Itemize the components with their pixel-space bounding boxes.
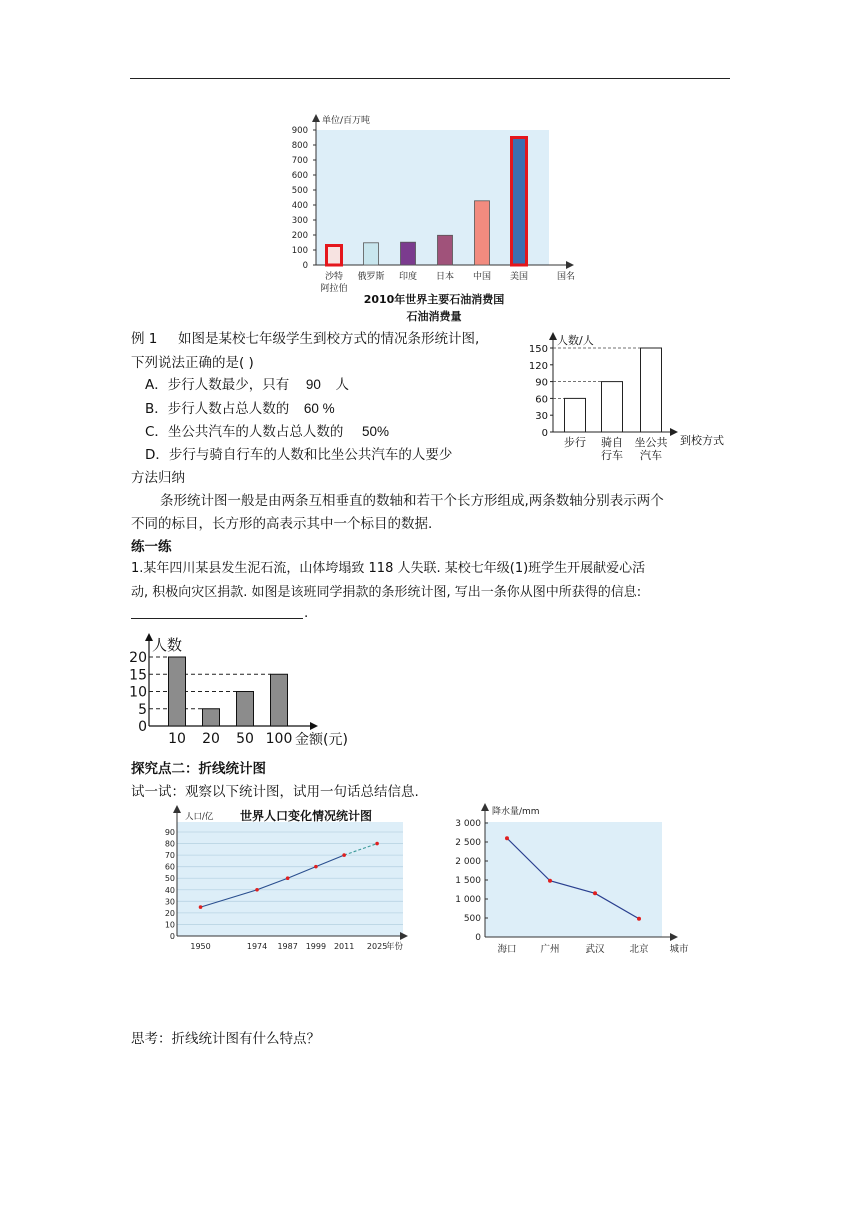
example-question-line2: 下列说法正确的是( )	[131, 355, 254, 371]
y-tick-label: 15	[129, 667, 147, 684]
x-tick-label: 1974	[246, 942, 268, 951]
data-point	[255, 888, 259, 892]
x-tick-label: 阿拉伯	[320, 284, 348, 294]
data-point	[505, 836, 509, 840]
y-axis-label: 人口/亿	[185, 812, 214, 822]
y-tick-label: 90	[535, 377, 548, 389]
y-axis-label: 人数	[152, 636, 183, 654]
data-point	[314, 865, 318, 869]
bar-2	[602, 382, 623, 432]
y-tick-label: 0	[541, 428, 548, 439]
bar-5	[475, 201, 490, 265]
x-tick-label: 步行	[564, 436, 586, 449]
y-tick-label: 5	[138, 701, 147, 718]
y-tick-label: 1 500	[455, 876, 481, 886]
explore-try-line: 试一试：观察以下统计图，试用一句话总结信息.	[131, 784, 419, 800]
option-b-text: B．步行人数占总人数的	[145, 401, 290, 417]
y-tick-label: 1 000	[455, 895, 481, 905]
y-axis-label: 人数/人	[557, 334, 594, 347]
x-tick-label: 行车	[601, 449, 623, 462]
summary-heading: 方法归纳	[131, 470, 185, 486]
x-tick-label: 沙特	[324, 272, 344, 282]
bar-3	[641, 348, 662, 432]
answer-blank[interactable]	[131, 618, 303, 619]
bar-1	[327, 246, 342, 266]
y-axis-arrow	[481, 803, 489, 811]
y-tick-label: 400	[291, 201, 308, 211]
x-tick-label: 印度	[398, 272, 418, 282]
bar-6	[512, 138, 527, 266]
y-tick-label: 500	[291, 186, 308, 196]
x-axis-arrow	[670, 933, 678, 941]
y-tick-label: 0	[169, 932, 175, 941]
y-tick-label: 80	[165, 839, 175, 849]
oil-consumption-chart	[284, 110, 584, 325]
x-axis-arrow	[400, 932, 408, 940]
y-tick-label: 60	[535, 394, 548, 406]
chart-subtitle: 石油消费量	[406, 310, 462, 323]
y-tick-label: 90	[165, 828, 175, 837]
x-tick-label: 日本	[435, 272, 455, 282]
x-axis-label: 金额(元)	[295, 732, 348, 748]
y-tick-label: 120	[528, 360, 548, 372]
y-tick-label: 0	[475, 933, 481, 943]
option-d-text: D．步行与骑自行车的人数和比坐公共汽车的人要少	[145, 447, 453, 463]
x-tick-label: 1950	[190, 942, 211, 951]
x-tick-label: 20	[202, 731, 220, 747]
x-axis-label: 国名	[556, 272, 576, 282]
precipitation-chart	[450, 802, 700, 960]
x-tick-label: 海口	[497, 944, 517, 955]
option-a-text: A．步行人数最少，只有	[145, 377, 290, 393]
y-tick-label: 20	[165, 908, 175, 918]
x-tick-label: 俄罗斯	[357, 272, 385, 282]
option-b-value: 60 %	[303, 401, 335, 416]
data-point	[286, 876, 290, 880]
y-tick-label: 200	[291, 231, 308, 241]
y-tick-label: 3 000	[455, 819, 481, 829]
x-axis-arrow	[566, 261, 574, 269]
option-a-value: 90	[305, 377, 321, 392]
data-point	[199, 905, 203, 909]
y-axis-arrow	[312, 114, 320, 122]
x-tick-label: 北京	[629, 944, 649, 955]
data-point	[637, 917, 641, 921]
example-label: 例 1	[131, 331, 158, 347]
y-tick-label: 30	[165, 897, 175, 907]
y-tick-label: 500	[463, 914, 481, 924]
header-rule	[130, 78, 730, 79]
y-tick-label: 2 500	[455, 838, 481, 848]
y-tick-label: 100	[291, 246, 308, 256]
y-tick-label: 70	[165, 851, 175, 861]
data-point	[375, 842, 379, 846]
y-tick-label: 0	[138, 719, 147, 735]
x-axis-label: 城市	[669, 944, 689, 955]
practice-heading: 练一练	[131, 539, 172, 555]
y-axis-arrow	[549, 332, 557, 340]
x-tick-label: 广州	[540, 944, 560, 955]
bar-4	[271, 674, 288, 726]
y-axis-label: 降水量/mm	[492, 807, 540, 817]
x-tick-label: 1999	[305, 942, 327, 951]
x-tick-label: 1987	[277, 942, 298, 951]
x-axis-label: 年份	[385, 942, 403, 952]
y-tick-label: 0	[302, 261, 308, 271]
y-tick-label: 60	[165, 862, 175, 872]
data-point	[342, 853, 346, 857]
x-tick-label: 骑自	[601, 436, 623, 449]
summary-line2: 不同的标目，长方形的高表示其中一个标目的数据.	[131, 516, 433, 532]
y-tick-label: 30	[535, 411, 548, 423]
y-tick-label: 600	[291, 171, 308, 181]
option-c-text: C．坐公共汽车的人数占总人数的	[145, 424, 344, 440]
y-tick-label: 20	[129, 650, 147, 666]
bar-3	[237, 692, 254, 727]
bar-2	[364, 243, 379, 265]
bar-1	[565, 398, 586, 432]
x-tick-label: 2025	[366, 942, 388, 951]
y-tick-label: 40	[165, 885, 175, 895]
x-tick-label: 汽车	[640, 449, 662, 462]
bar-3	[401, 242, 416, 265]
x-tick-label: 中国	[472, 272, 492, 282]
y-tick-label: 50	[165, 874, 175, 884]
plot-background	[177, 822, 403, 936]
x-axis-arrow	[670, 428, 678, 436]
chart-title: 世界人口变化情况统计图	[240, 809, 373, 823]
practice-line2: 动, 积极向灾区捐款. 如图是该班同学捐款的条形统计图, 写出一条你从图中所获得的信息:	[131, 585, 642, 600]
y-tick-label: 700	[291, 156, 308, 166]
summary-line1: 条形统计图一般是由两条互相垂直的数轴和若干个长方形组成,两条数轴分别表示两个	[160, 493, 664, 509]
x-axis-label: 到校方式	[680, 434, 724, 447]
data-point	[593, 891, 597, 895]
x-axis-arrow	[310, 722, 318, 730]
population-chart	[165, 804, 420, 959]
chart-title: 2010年世界主要石油消费国	[363, 293, 505, 306]
y-tick-label: 800	[291, 141, 308, 151]
bar-1	[169, 657, 186, 726]
y-tick-label: 2 000	[455, 857, 481, 867]
answer-period: .	[304, 605, 309, 621]
y-tick-label: 900	[291, 126, 308, 136]
practice-line1: 1.某年四川某县发生泥石流，山体垮塌致 118 人失联. 某校七年级(1)班学生开展献爱心活	[131, 561, 646, 576]
transport-chart	[528, 330, 738, 470]
bar-2	[203, 709, 220, 726]
plot-background	[485, 822, 662, 937]
example-question-line1: 如图是某校七年级学生到校方式的情况条形统计图,	[177, 331, 480, 347]
y-axis-label: 单位/百万吨	[322, 116, 371, 126]
y-tick-label: 300	[291, 216, 308, 226]
bar-4	[438, 235, 453, 265]
x-tick-label: 10	[168, 731, 186, 747]
y-tick-label: 150	[528, 344, 548, 355]
option-c-value: 50%	[362, 424, 390, 439]
think-question: 思考：折线统计图有什么特点？	[131, 1031, 320, 1047]
y-axis-arrow	[173, 805, 181, 813]
explore-heading: 探究点二：折线统计图	[131, 761, 266, 777]
x-tick-label: 50	[236, 731, 254, 747]
option-a-unit: 人	[335, 377, 349, 393]
x-tick-label: 坐公共	[634, 436, 668, 449]
data-point	[548, 879, 552, 883]
x-tick-label: 武汉	[585, 944, 605, 955]
y-tick-label: 10	[129, 684, 147, 701]
x-tick-label: 2011	[333, 942, 355, 951]
y-tick-label: 10	[165, 920, 175, 930]
x-tick-label: 100	[265, 731, 293, 747]
donation-chart	[125, 630, 375, 752]
x-tick-label: 美国	[509, 272, 529, 282]
